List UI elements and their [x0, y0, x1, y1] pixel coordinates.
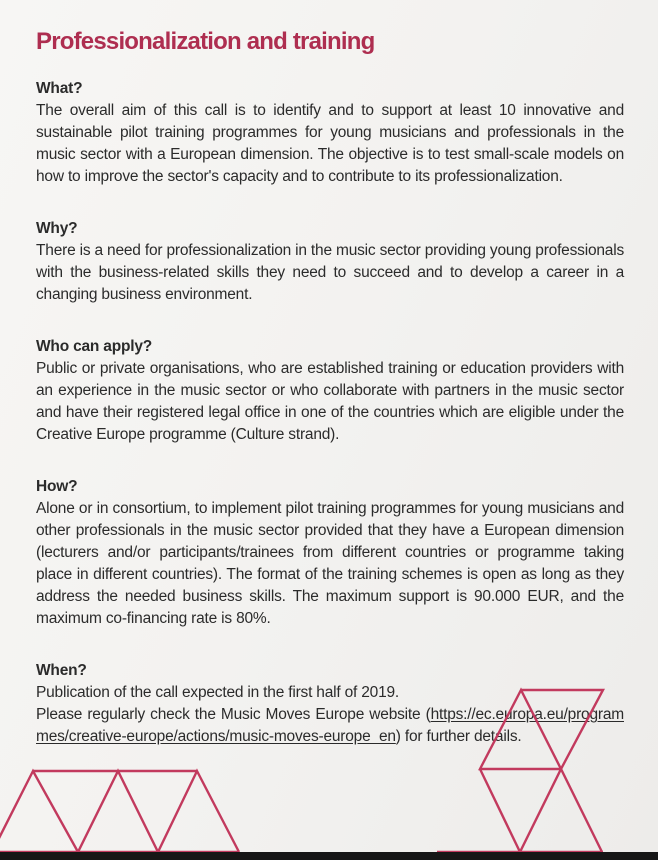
paragraph-what: The overall aim of this call is to identify and to support at least 10 innovative and sustainable pilot training programmes for young musicians and professionals in the music sector with a European dimension. The objective is to test small-scale models on how to improve the sector's capacity and to contribute to its professionalization. — [36, 102, 624, 185]
section-when — [36, 660, 624, 748]
heading-who-can-apply: Who can apply? — [36, 338, 153, 355]
heading-what: What? — [36, 80, 83, 97]
section-how — [36, 476, 624, 630]
section-why — [36, 218, 624, 306]
paragraph-when-2 — [36, 704, 624, 748]
heading-how: How? — [36, 478, 78, 495]
page-title: Professionalization and training — [36, 28, 375, 55]
section-who-can-apply — [36, 336, 624, 446]
when-text-suffix: ) for further details. — [395, 728, 522, 745]
page-bottom-bar — [0, 852, 658, 860]
paragraph-when-1: Publication of the call expected in the first half of 2019. — [36, 684, 400, 701]
paragraph-who-can-apply: Public or private organisations, who are established training or education providers with an experience in the music sector or who collaborate with partners in the music sector and have their registered legal office in one of the countries which are eligible under the Creative Europe programme (Culture strand). — [36, 360, 624, 443]
triangle-pattern-left-icon — [0, 765, 250, 860]
heading-why: Why? — [36, 220, 78, 237]
paragraph-how: Alone or in consortium, to implement pilot training programmes for young musicians and other professionals in the music sector provided that they have a European dimension (lecturers and/or participants/trainees from different countries or programme taking place in different countries). The format of the training schemes is open as long as they address the needed business skills. The maximum support is 90.000 EUR, and the maximum co-financing rate is 80%. — [36, 500, 624, 627]
paragraph-why: There is a need for professionalization in the music sector providing young professionals with the business-related skills they need to succeed and to develop a career in a changing business environment. — [36, 242, 624, 303]
section-what — [36, 78, 624, 188]
heading-when: When? — [36, 662, 87, 679]
document-page — [36, 24, 624, 748]
music-moves-europe-link[interactable]: https://ec.europa.eu/programmes/creative-europe/actions/music-moves-europe_en — [36, 706, 624, 745]
when-text-prefix: Please regularly check the Music Moves Europe website ( — [36, 706, 431, 723]
